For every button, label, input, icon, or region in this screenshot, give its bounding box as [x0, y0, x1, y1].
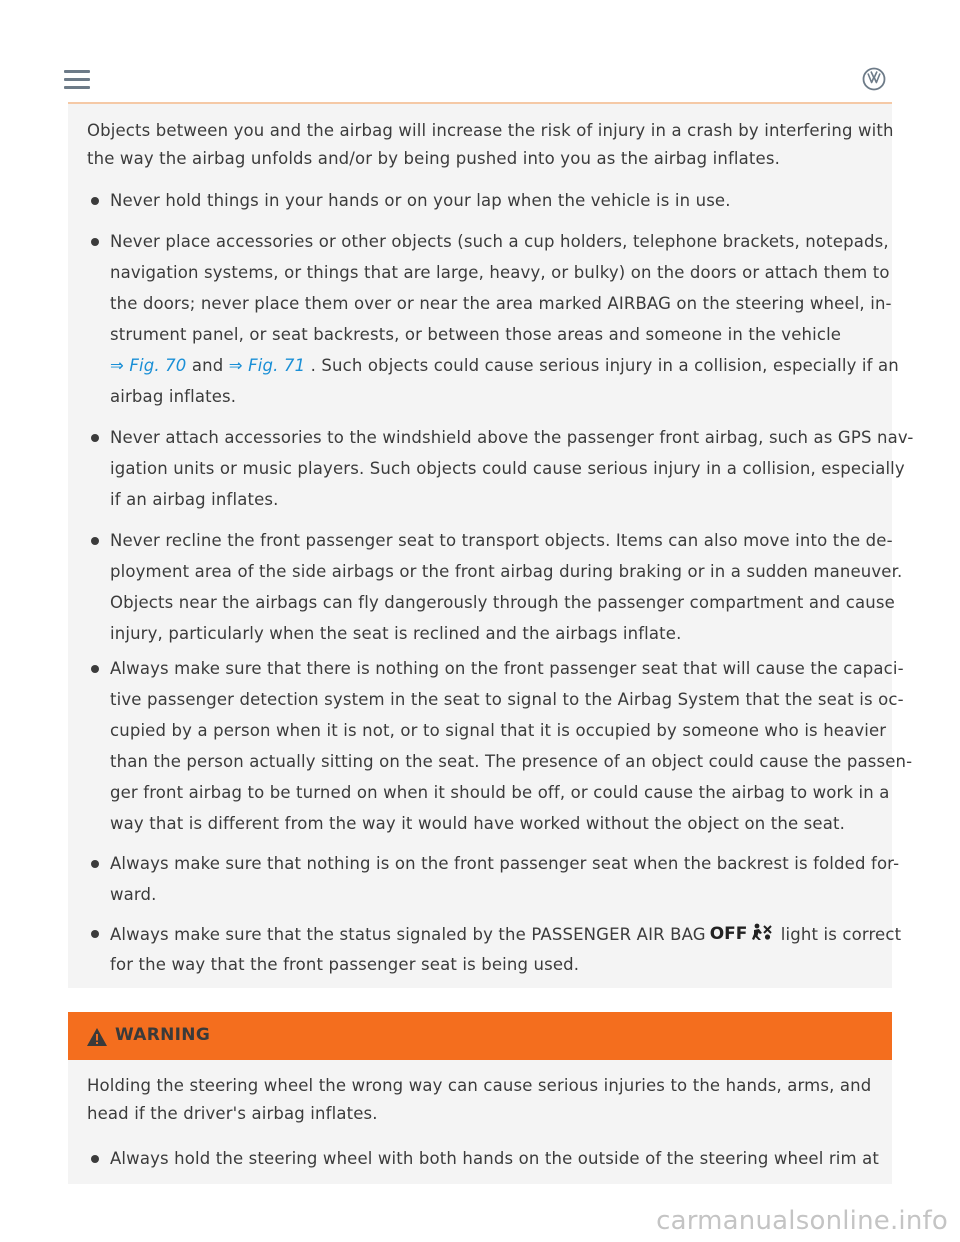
hamburger-menu-icon[interactable] [64, 70, 90, 90]
list-item: Never recline the front passenger seat to transport objects. Items can also move into the de- ployment area of the side airbags or the front airbag during braking or in a sudden maneuver. Objects near the airbags can fly dangerously through the passenger compartment and cause injury, particularly when the seat is reclined and the airbags inflate. [110, 528, 880, 652]
warning-intro-paragraph: Holding the steering wheel the wrong way can cause serious injuries to the hands, arms, and head if the driver's airbag inflates. [87, 1076, 872, 1123]
list-item: Always make sure that nothing is on the front passenger seat when the backrest is folded for- ward. [110, 851, 880, 913]
warning-title: WARNING [115, 1025, 211, 1045]
bullet-dot [91, 537, 99, 545]
list-item: Never place accessories or other objects (such a cup holders, telephone brackets, notepads, navigation systems, or things that are large, heavy, or bulky) on the doors or attach them to the doors; never place them over or near the area marked AIRBAG on the steering wheel, in- strument panel, or seat backrests, or between those areas and someone in the vehicle ⇒ Fig. 70 and ⇒ Fig. 71 . Such objects could cause serious injury in a collision, especially if an airbag inflates. [110, 229, 880, 415]
bullet-dot [91, 197, 99, 205]
fig-70-link[interactable]: ⇒ Fig. 70 [110, 356, 187, 375]
watermark: carmanualsonline.info [656, 1206, 948, 1236]
bullet-dot [91, 930, 99, 938]
bullet-dot [91, 665, 99, 673]
top-bar [0, 0, 960, 102]
passenger-airbag-off-icon [751, 923, 773, 941]
list-item: Never hold things in your hands or on your lap when the vehicle is in use. [110, 188, 880, 219]
bullet-dot [91, 1155, 99, 1163]
warning-triangle-icon [86, 1027, 108, 1047]
list-item: Always make sure that there is nothing on the front passenger seat that will cause the capaci- tive passenger detection system in the seat to signal to the Airbag System that the seat is oc- cupied by a person when it is not, or to signal that it is occupied by someone who is heavier than the person actually sitting on the seat. The presence of an object could cause the passen- ger front airbag to be turned on when it should be off, or could cause the airbag to work in a way that is different from the way it would have worked without the object on the seat. [110, 656, 880, 842]
bullet-dot [91, 860, 99, 868]
intro-paragraph: Objects between you and the airbag will increase the risk of injury in a crash by interfering with the way the airbag unfolds and/or by being pushed into you as the airbag inflates. [87, 121, 894, 168]
passenger-airbag-off-label: OFF [709, 924, 748, 944]
bullet-dot [91, 238, 99, 246]
fig-71-link[interactable]: ⇒ Fig. 71 [228, 356, 306, 375]
vw-logo-icon[interactable] [862, 67, 886, 91]
list-item: Always hold the steering wheel with both hands on the outside of the steering wheel rim at [110, 1146, 880, 1177]
list-item: Never attach accessories to the windshield above the passenger front airbag, such as GPS nav- igation units or music players. Such objects could cause serious injury in a collision, especially if an airbag inflates. [110, 425, 880, 518]
bullet-dot [91, 434, 99, 442]
passenger-airbag-indicator-line: Always make sure that the status signaled by the PASSENGER AIR BAG OFF light is correct [110, 921, 880, 947]
list-item: Always make sure that the status signaled by the PASSENGER AIR BAG OFF light is correct for the way that the front passenger seat is being used. [110, 921, 880, 983]
figure-links-line: ⇒ Fig. 70 and ⇒ Fig. 71 . Such objects could cause serious injury in a collision, especially if an [110, 356, 899, 375]
